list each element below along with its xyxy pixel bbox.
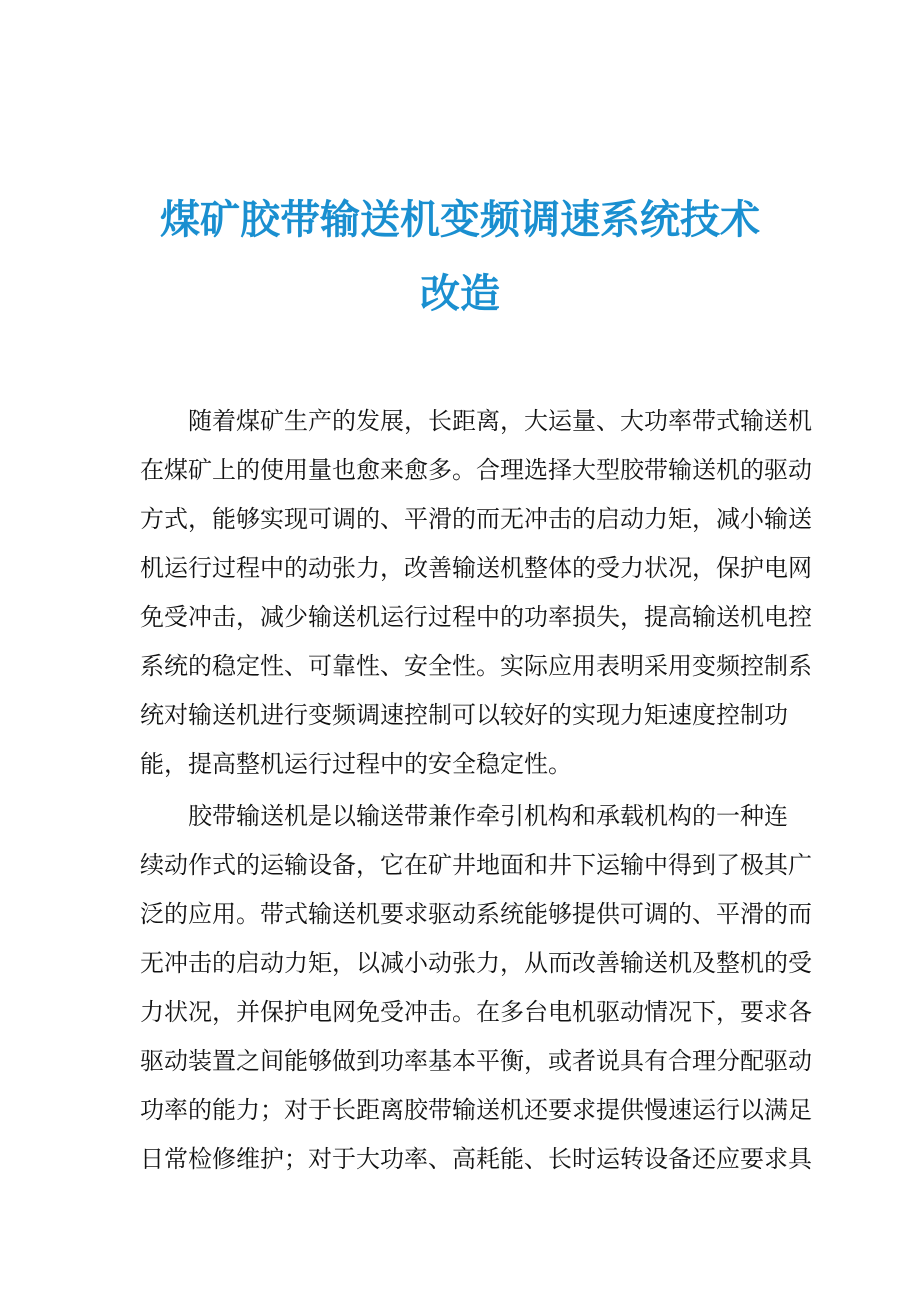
paragraph-line: 方式，能够实现可调的、平滑的而无冲击的启动力矩，减小输送 <box>140 505 812 533</box>
paragraph-line: 胶带输送机是以输送带兼作牵引机构和承载机构的一种连 <box>188 802 788 830</box>
paragraph-line: 免受冲击，减少输送机运行过程中的功率损失，提高输送机电控 <box>140 603 812 631</box>
document-title-line-1: 煤矿胶带输送机变频调速系统技术 <box>160 197 760 243</box>
paragraph-line: 续动作式的运输设备，它在矿井地面和井下运输中得到了极其广 <box>140 851 812 879</box>
paragraph-line: 功率的能力；对于长距离胶带输送机还要求提供慢速运行以满足 <box>140 1096 812 1124</box>
paragraph-line: 机运行过程中的动张力，改善输送机整体的受力状况，保护电网 <box>140 554 812 582</box>
paragraph-line: 无冲击的启动力矩，以减小动张力，从而改善输送机及整机的受 <box>140 949 812 977</box>
paragraph-line: 在煤矿上的使用量也愈来愈多。合理选择大型胶带输送机的驱动 <box>140 456 812 484</box>
paragraph-line: 能，提高整机运行过程中的安全稳定性。 <box>140 750 572 778</box>
paragraph-line: 系统的稳定性、可靠性、安全性。实际应用表明采用变频控制系 <box>140 652 812 680</box>
paragraph-line: 驱动装置之间能够做到功率基本平衡，或者说具有合理分配驱动 <box>140 1047 812 1075</box>
paragraph-line: 力状况，并保护电网免受冲击。在多台电机驱动情况下，要求各 <box>140 998 812 1026</box>
paragraph-line: 泛的应用。带式输送机要求驱动系统能够提供可调的、平滑的而 <box>140 900 812 928</box>
paragraph-line: 随着煤矿生产的发展，长距离，大运量、大功率带式输送机 <box>188 407 812 435</box>
paragraph-2 <box>140 792 812 1184</box>
document-title-line-2: 改造 <box>420 271 500 317</box>
paragraph-1 <box>140 397 812 789</box>
paragraph-line: 日常检修维护；对于大功率、高耗能、长时运转设备还应要求具 <box>140 1145 812 1173</box>
paragraph-line: 统对输送机进行变频调速控制可以较好的实现力矩速度控制功 <box>140 701 788 729</box>
